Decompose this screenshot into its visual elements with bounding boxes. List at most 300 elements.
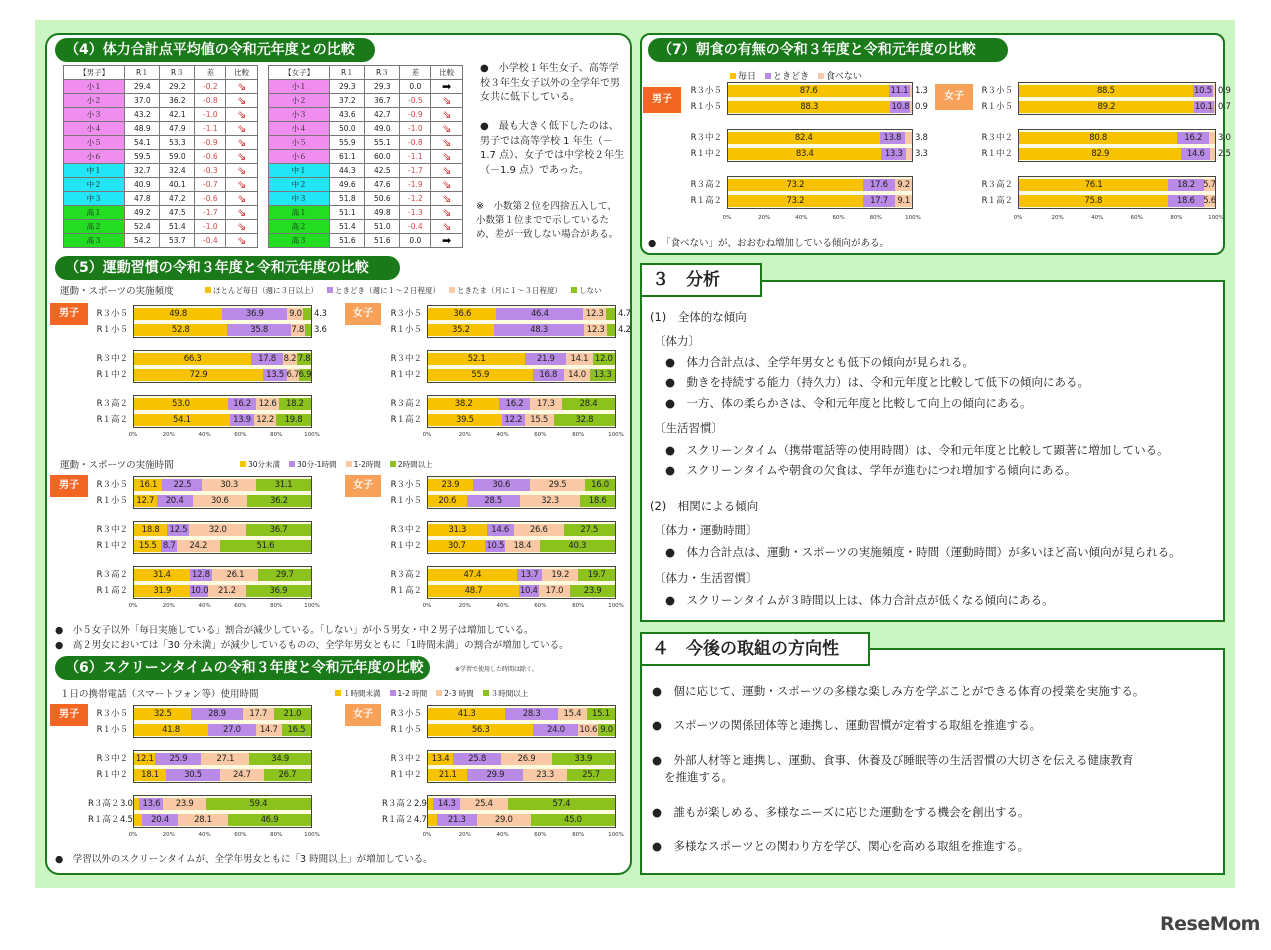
male-score-table: [63, 65, 258, 248]
compare-cell: [226, 122, 258, 136]
axis-tick-label: 20%: [458, 603, 471, 609]
bar-value-label: 28.4: [579, 399, 598, 409]
bar-value-label: 17.3: [536, 399, 555, 409]
table-row: [64, 80, 258, 94]
legend-item: [818, 69, 862, 82]
bar-value-label: 30.5: [184, 770, 202, 780]
arrow-down-right-icon: ⇘: [442, 93, 452, 107]
row-label: R１高２: [382, 815, 414, 825]
bar-value-label: 72.9: [189, 370, 208, 380]
bar-value-label: 9.2: [897, 180, 910, 190]
row-label: R３中２: [96, 754, 128, 764]
section4-title: （4）体力合計点平均値の令和元年度との比較: [55, 38, 375, 62]
table-header-cell: 差: [400, 66, 431, 80]
row-label: R１小５: [690, 102, 722, 112]
legend-item: [205, 285, 318, 296]
bar-value-label: 22.5: [173, 480, 192, 490]
legend-label: 30分-1時間: [297, 460, 337, 469]
bar-value-label: 34.9: [271, 754, 289, 764]
grade-cell: 小２: [269, 94, 330, 108]
r3-cell: 47.9: [160, 122, 195, 136]
row-label: R１高２: [96, 586, 128, 596]
bar-segment: [905, 132, 912, 144]
table-header-cell: R３: [365, 66, 400, 80]
legend-swatch-icon: [436, 690, 442, 696]
bar-value-label: 25.7: [582, 770, 600, 780]
section6-title: （6）スクリーンタイムの令和３年度と令和元年度の比較: [55, 656, 430, 680]
row-label: R３高２: [88, 799, 120, 809]
bar-segment: [1209, 132, 1215, 144]
bar-value-label: 13.7: [520, 570, 539, 580]
table-row: [64, 206, 258, 220]
axis-tick-label: 60%: [234, 603, 247, 609]
section4-footnote: ※ 小数第２位を四捨五入して、小数第１位までで示しているため、差が一致しない場合がある。: [476, 201, 619, 240]
bar-value-label: 28.5: [484, 496, 503, 506]
axis-tick-label: 60%: [832, 215, 845, 221]
bar-value-label: 13.3: [884, 149, 903, 159]
bar-value-label: 17.7: [249, 709, 268, 719]
bar-group: [727, 82, 913, 115]
bar-value-label: 29.5: [548, 480, 567, 490]
bar-value-label: 20.4: [151, 815, 169, 825]
table-header-cell: 差: [195, 66, 226, 80]
bar-value-label: 9.0: [600, 725, 613, 735]
bar-value-label: 2.5: [1218, 149, 1231, 159]
compare-cell: [431, 94, 463, 108]
bar-value-label: 28.3: [522, 709, 541, 719]
bar-value-label: 40.3: [568, 541, 587, 551]
female-badge: 女子: [345, 475, 381, 497]
grade-cell: 小５: [64, 136, 125, 150]
legend-swatch-icon: [483, 690, 489, 696]
bar-value-label: 14.7: [259, 725, 278, 735]
diff-cell: -0.8: [195, 94, 226, 108]
bar-value-label: 14.3: [437, 799, 456, 809]
grade-cell: 小１: [64, 80, 125, 94]
bar-value-label: 10.0: [190, 586, 209, 596]
diff-cell: -0.9: [195, 136, 226, 150]
bar-value-label: 32.8: [575, 415, 594, 425]
r3-cell: 50.6: [365, 192, 400, 206]
bar-value-label: 66.3: [183, 354, 202, 364]
legend-label: ときたま（月に１～３日程度）: [457, 286, 562, 295]
axis-tick-label: 40%: [198, 832, 211, 838]
axis-tick-label: 100%: [608, 603, 624, 609]
bar-value-label: 15.4: [563, 709, 582, 719]
compare-cell: [226, 192, 258, 206]
grade-cell: 中１: [269, 164, 330, 178]
r3-cell: 42.5: [365, 164, 400, 178]
bar-value-label: 18.2: [286, 399, 304, 409]
bar-value-label: 32.0: [208, 525, 227, 535]
row-label: R１小５: [390, 325, 422, 335]
arrow-down-right-icon: ⇘: [442, 121, 452, 135]
table-row: [269, 136, 463, 150]
bar-value-label: 10.5: [486, 541, 505, 551]
bar-value-label: 12.6: [258, 399, 277, 409]
axis-tick-label: 80%: [572, 832, 585, 838]
bar-value-label: 18.2: [1177, 180, 1195, 190]
legend-item: [346, 459, 381, 470]
bar-value-label: 0.9: [915, 102, 928, 112]
row-label: R１高２: [96, 415, 128, 425]
arrow-down-right-icon: ⇘: [442, 205, 452, 219]
bar-value-label: 30.3: [220, 480, 238, 490]
compare-cell: [431, 150, 463, 164]
bar-segment: [910, 85, 912, 97]
bar-value-label: 41.8: [162, 725, 180, 735]
axis-tick-label: 100%: [304, 432, 320, 438]
legend-swatch-icon: [571, 287, 577, 293]
row-label: R３小５: [390, 309, 422, 319]
table-header-cell: 比較: [226, 66, 258, 80]
bar-value-label: 46.4: [530, 309, 549, 319]
diff-cell: -1.1: [195, 122, 226, 136]
table-row: [269, 80, 463, 94]
axis-tick-label: 20%: [162, 432, 175, 438]
bar-value-label: 11.1: [890, 86, 909, 96]
bar-value-label: 4.3: [314, 309, 327, 319]
time-legend: [240, 459, 433, 470]
bar-value-label: 88.5: [1096, 86, 1115, 96]
table-header-cell: 【男子】: [64, 66, 125, 80]
row-label: R３小５: [390, 709, 422, 719]
compare-cell: [226, 80, 258, 94]
diff-cell: -1.0: [400, 122, 431, 136]
bar-value-label: 26.1: [226, 570, 245, 580]
diff-cell: -1.2: [400, 192, 431, 206]
bar-value-label: 19.2: [551, 570, 570, 580]
diff-cell: -1.9: [400, 178, 431, 192]
legend-item: [240, 459, 280, 470]
analysis-line: 〔体力・運動時間〕: [654, 523, 758, 537]
bar-segment: [134, 814, 142, 826]
table-row: [269, 192, 463, 206]
r1-cell: 61.1: [330, 150, 365, 164]
diff-cell: -0.4: [400, 220, 431, 234]
screen-legend: [335, 688, 528, 699]
bar-value-label: 17.8: [258, 354, 276, 364]
bar-value-label: 10.8: [891, 102, 910, 112]
row-label: R３中２: [390, 754, 422, 764]
bar-value-label: 21.2: [218, 586, 236, 596]
legend-swatch-icon: [390, 461, 396, 467]
bar-value-label: 83.4: [795, 149, 814, 159]
diff-cell: -1.3: [400, 206, 431, 220]
bar-value-label: 52.8: [171, 325, 190, 335]
axis-tick-label: 0%: [722, 215, 732, 221]
grade-cell: 高１: [64, 206, 125, 220]
compare-cell: [431, 164, 463, 178]
bar-value-label: 27.1: [216, 754, 235, 764]
bar-value-label: 87.6: [799, 86, 818, 96]
bar-value-label: 36.9: [269, 586, 288, 596]
bar-value-label: 13.6: [142, 799, 161, 809]
r1-cell: 52.4: [125, 220, 160, 234]
legend-item: [289, 459, 337, 470]
r3-cell: 60.0: [365, 150, 400, 164]
legend-label: 1-2 時間: [397, 689, 428, 698]
row-label: R３高２: [390, 399, 422, 409]
arrow-down-right-icon: ⇘: [237, 93, 247, 107]
axis-tick-label: 0%: [128, 432, 138, 438]
bar-segment: [607, 324, 615, 336]
analysis-line: ● スクリーンタイムが３時間以上は、体力合計点が低くなる傾向にある。: [665, 593, 1054, 607]
legend-item: [449, 285, 562, 296]
row-label: R３中２: [390, 525, 422, 535]
legend-item: [730, 69, 756, 82]
bar-value-label: 75.8: [1084, 196, 1103, 206]
r3-cell: 51.0: [365, 220, 400, 234]
axis-tick-label: 100%: [1208, 215, 1224, 221]
r3-cell: 42.1: [160, 108, 195, 122]
bar-value-label: 33.9: [574, 754, 593, 764]
bar-value-label: 59.4: [249, 799, 268, 809]
bar-value-label: 52.1: [467, 354, 486, 364]
legend-swatch-icon: [730, 73, 736, 79]
axis-tick-label: 40%: [496, 432, 509, 438]
section5-bullet-2: ● 高２男女においては「30 分未満」が減少しているものの、全学年男女ともに「1時間未満」の割合が増加している。: [55, 640, 569, 651]
r3-cell: 51.4: [160, 220, 195, 234]
table-header-cell: R１: [125, 66, 160, 80]
grade-cell: 中３: [269, 192, 330, 206]
bar-segment: [428, 814, 437, 826]
row-label: R１小５: [981, 102, 1013, 112]
axis-tick-label: 60%: [534, 432, 547, 438]
axis-tick-label: 80%: [1170, 215, 1183, 221]
bar-value-label: 36.9: [245, 309, 264, 319]
r3-cell: 51.6: [365, 234, 400, 248]
bar-value-label: 17.0: [545, 586, 564, 596]
bar-value-label: 16.2: [505, 399, 524, 409]
arrow-down-right-icon: ⇘: [442, 191, 452, 205]
r1-cell: 43.2: [125, 108, 160, 122]
table-header-cell: R３: [160, 66, 195, 80]
bar-group: [1018, 82, 1216, 115]
arrow-down-right-icon: ⇘: [442, 163, 452, 177]
bar-value-label: 4.2: [618, 325, 631, 335]
table-header-row: [269, 66, 463, 80]
r1-cell: 29.4: [125, 80, 160, 94]
bar-value-label: 7.8: [291, 325, 305, 335]
bar-value-label: 45.0: [564, 815, 582, 825]
bar-value-label: 15.1: [592, 709, 610, 719]
future-item: ● スポーツの関係団体等と連携し、運動習慣が定着する取組を推進する。: [652, 718, 1042, 732]
legend-label: ときどき: [773, 72, 810, 82]
section4-note-2: ● 最も大きく低下したのは、男子では高等学校 1 年生（－1.7 点）、女子では中学校２年生（－1.9 点）であった。: [480, 121, 625, 176]
bar-value-label: 24.0: [546, 725, 565, 735]
bar-value-label: 4.5: [120, 815, 133, 825]
axis-tick-label: 20%: [162, 832, 175, 838]
bar-value-label: 12.7: [136, 496, 155, 506]
diff-cell: -0.7: [195, 178, 226, 192]
compare-cell: [226, 220, 258, 234]
row-label: R３中２: [96, 354, 128, 364]
analysis-line: ● 体力合計点は、全学年男女とも低下の傾向が見られる。: [665, 355, 975, 369]
row-label: R１中２: [690, 149, 722, 159]
bar-segment: [606, 308, 615, 320]
r1-cell: 43.6: [330, 108, 365, 122]
legend-swatch-icon: [289, 461, 295, 467]
row-label: R１中２: [96, 541, 128, 551]
compare-cell: [226, 178, 258, 192]
diff-cell: -0.3: [195, 164, 226, 178]
legend-label: ３時間以上: [490, 689, 529, 698]
bar-value-label: 15.5: [530, 415, 549, 425]
analysis-line: ● 動きを持続する能力（持久力）は、令和元年度と比較して低下の傾向にある。: [665, 375, 1090, 389]
legend-swatch-icon: [449, 287, 455, 293]
legend-label: 2-3 時間: [444, 689, 474, 698]
bar-value-label: 14.1: [570, 354, 589, 364]
legend-item: [483, 688, 529, 699]
bar-value-label: 15.5: [138, 541, 157, 551]
axis-tick-label: 80%: [572, 603, 585, 609]
section7-title: （7）朝食の有無の令和３年度と令和元年度の比較: [648, 38, 1008, 62]
r3-cell: 49.0: [365, 122, 400, 136]
row-label: R１高２: [981, 196, 1013, 206]
analysis-line: ● 体力合計点は、運動・スポーツの実施頻度・時間（運動時間）が多いほど高い傾向が見られる。: [665, 545, 1181, 559]
bar-value-label: 49.8: [169, 309, 187, 319]
bar-value-label: 36.7: [269, 525, 288, 535]
arrow-down-right-icon: ⇘: [237, 121, 247, 135]
screen-subtitle: １日の携帯電話（スマートフォン等）使用時間: [60, 689, 259, 700]
diff-cell: -1.0: [195, 220, 226, 234]
bar-value-label: 8.2: [283, 354, 297, 364]
arrow-down-right-icon: ⇘: [237, 233, 247, 247]
arrow-down-right-icon: ⇘: [442, 135, 452, 149]
grade-cell: 小４: [269, 122, 330, 136]
bar-value-label: 18.6: [588, 496, 607, 506]
table-row: [269, 178, 463, 192]
r1-cell: 51.6: [330, 234, 365, 248]
male-badge: 男子: [50, 303, 88, 325]
table-row: [269, 164, 463, 178]
legend-swatch-icon: [327, 287, 333, 293]
bar-value-label: 16.8: [539, 370, 558, 380]
table-row: [64, 136, 258, 150]
table-row: [64, 94, 258, 108]
row-label: R１小５: [390, 725, 422, 735]
axis-tick-label: 80%: [270, 432, 283, 438]
bar-value-label: 8.7: [162, 541, 176, 551]
arrow-right-icon: ➡: [442, 79, 452, 93]
r1-cell: 29.3: [330, 80, 365, 94]
legend-item: [436, 688, 474, 699]
bar-value-label: 30.7: [447, 541, 466, 551]
arrow-down-right-icon: ⇘: [442, 107, 452, 121]
bar-value-label: 32.3: [541, 496, 559, 506]
bar-value-label: 3.0: [120, 799, 133, 809]
compare-cell: [431, 80, 463, 94]
legend-item: [390, 688, 428, 699]
bar-value-label: 31.1: [274, 480, 293, 490]
bar-value-label: 0.9: [1218, 86, 1231, 96]
legend-swatch-icon: [240, 461, 246, 467]
bar-value-label: 6.9: [298, 370, 312, 380]
bar-value-label: 3.6: [314, 325, 327, 335]
bar-value-label: 23.9: [175, 799, 194, 809]
bar-value-label: 0.7: [1218, 102, 1231, 112]
diff-cell: 0.0: [400, 80, 431, 94]
breakfast-legend: [730, 69, 862, 82]
analysis-line: ● スクリーンタイム（携帯電話等の使用時間）は、令和元年度と比較して顕著に増加している。: [665, 443, 1169, 457]
grade-cell: 小６: [269, 150, 330, 164]
row-label: R３小５: [96, 709, 128, 719]
legend-item: [571, 285, 602, 296]
r1-cell: 37.0: [125, 94, 160, 108]
bar-value-label: 10.5: [1194, 86, 1212, 96]
table-row: [64, 220, 258, 234]
axis-tick-label: 60%: [234, 432, 247, 438]
bar-value-label: 13.3: [593, 370, 612, 380]
bar-segment: [1214, 101, 1215, 113]
future-item: ● 外部人材等と連携し、運動、食事、休養及び睡眠等の生活習慣の大切さを伝える健康教育: [652, 753, 1134, 767]
bar-value-label: 36.2: [270, 496, 288, 506]
bar-value-label: 25.9: [169, 754, 188, 764]
axis-tick-label: 100%: [608, 432, 624, 438]
bar-value-label: 31.4: [152, 570, 171, 580]
bar-value-label: 38.2: [454, 399, 473, 409]
grade-cell: 小４: [64, 122, 125, 136]
compare-cell: [431, 206, 463, 220]
table-header-cell: 【女子】: [269, 66, 330, 80]
row-label: R１中２: [390, 770, 422, 780]
row-label: R１小５: [96, 325, 128, 335]
bar-segment: [906, 148, 912, 160]
arrow-down-right-icon: ⇘: [237, 177, 247, 191]
female-score-table: [268, 65, 463, 248]
bar-value-label: 16.5: [287, 725, 306, 735]
arrow-down-right-icon: ⇘: [237, 163, 247, 177]
row-label: R３小５: [690, 86, 722, 96]
axis-tick-label: 40%: [496, 603, 509, 609]
bar-value-label: 29.0: [494, 815, 513, 825]
row-label: R３小５: [96, 309, 128, 319]
time-subtitle: 運動・スポーツの実施時間: [60, 460, 174, 471]
bar-value-label: 46.9: [260, 815, 279, 825]
row-label: R１小５: [390, 496, 422, 506]
compare-cell: [431, 234, 463, 248]
compare-cell: [226, 94, 258, 108]
bar-value-label: 10.1: [1194, 102, 1213, 112]
bar-value-label: 39.5: [456, 415, 474, 425]
diff-cell: -0.9: [400, 108, 431, 122]
female-badge: 女子: [345, 704, 381, 726]
table-row: [64, 234, 258, 248]
resemom-logo: ReseMom: [1160, 913, 1260, 935]
row-label: R３小５: [390, 480, 422, 490]
r3-cell: 32.4: [160, 164, 195, 178]
r1-cell: 51.8: [330, 192, 365, 206]
table-row: [64, 150, 258, 164]
section6-note: ※学習で使用した時間は除く。: [455, 666, 538, 673]
r3-cell: 47.5: [160, 206, 195, 220]
r1-cell: 49.2: [125, 206, 160, 220]
legend-label: 30分未満: [248, 460, 281, 469]
bar-value-label: 3.3: [915, 149, 928, 159]
axis-tick-label: 80%: [869, 215, 882, 221]
row-label: R３中２: [690, 133, 722, 143]
axis-tick-label: 20%: [162, 603, 175, 609]
row-label: R１中２: [981, 149, 1013, 159]
bar-value-label: 13.4: [431, 754, 450, 764]
r3-cell: 36.7: [365, 94, 400, 108]
bar-value-label: 76.1: [1084, 180, 1103, 190]
analysis-line: 〔生活習慣〕: [654, 421, 723, 435]
table-row: [64, 164, 258, 178]
bar-group: [133, 305, 312, 338]
row-label: R３高２: [690, 180, 722, 190]
